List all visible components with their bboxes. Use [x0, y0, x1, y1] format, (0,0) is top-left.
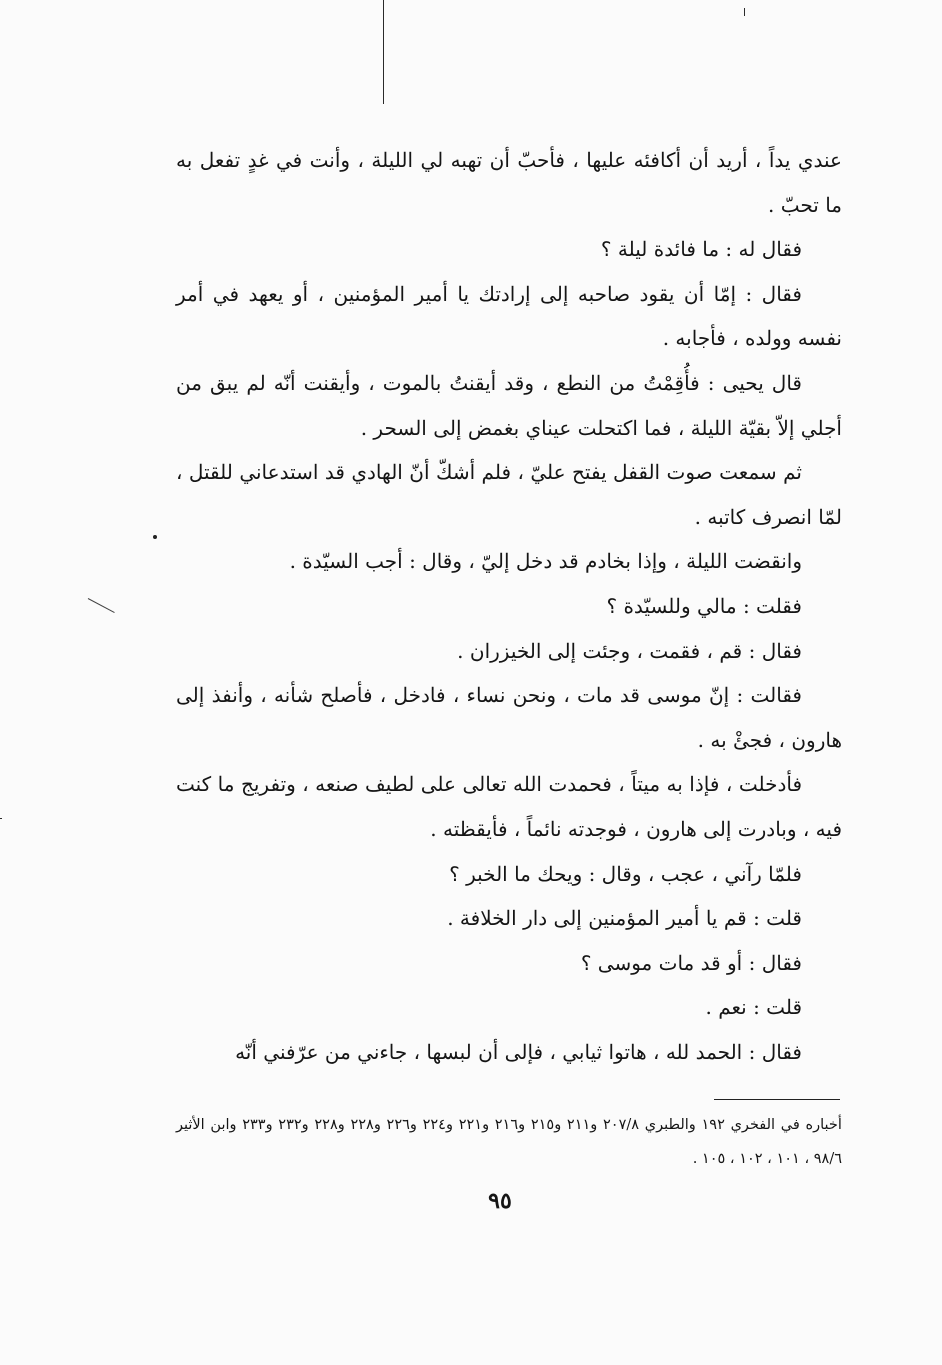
paragraph: فقال : إمّا أن يقود صاحبه إلى إرادتك يا أمير المؤمنين ، أو يعهد في أمر نفسه وولده ، فأجابه .: [176, 281, 842, 351]
paragraph: فلمّا رآني ، عجب ، وقال : ويحك ما الخبر ؟: [449, 861, 802, 886]
paragraph: فأدخلت ، فإذا به ميتاً ، فحمدت الله تعالى على لطيف صنعه ، وتفريج ما كنت فيه ، وبادرت إلى هارون ، فوجدته نائماً ، فأيقظته .: [176, 772, 842, 841]
paragraph: قلت : قم يا أمير المؤمنين إلى دار الخلافة .: [447, 906, 802, 931]
paragraph: فقالت : إنّ موسى قد مات ، ونحن نساء ، فادخل ، فأصلح شأنه ، وأنفذ إلى هارون ، فجئْ به .: [176, 683, 842, 752]
paragraph: فقلت : مالي وللسيّدة ؟: [606, 593, 802, 618]
paragraph: وانقضت الليلة ، وإذا بخادم قد دخل إليّ ، وقال : أجب السيّدة .: [289, 549, 802, 574]
paragraph: فقال : قم ، فقمت ، وجئت إلى الخيزران .: [457, 638, 802, 663]
scan-stroke: [88, 598, 115, 613]
main-text: [176, 138, 842, 1074]
scan-tick-top: [744, 8, 745, 16]
paragraph: قلت : نعم .: [705, 995, 802, 1020]
scan-line-top: [383, 0, 384, 104]
paragraph: فقال : الحمد لله ، هاتوا ثيابي ، فإلى أن لبسها ، جاءني من عرّفني أنّه: [235, 1039, 802, 1064]
paragraph: فقال : أو قد مات موسى ؟: [580, 950, 802, 975]
ink-speck: [153, 535, 157, 539]
footnote-divider: [714, 1099, 840, 1100]
paragraph: قال يحيى : فأُقِمْتُ من النطع ، وقد أيقنتُ بالموت ، وأيقنت أنّه لم يبق من أجلي إلاّ بقيّة الليلة ، فما اكتحلت عيناي بغمض إلى السحر .: [176, 370, 842, 440]
paragraph: ثم سمعت صوت القفل يفتح عليّ ، فلم أشكّ أنّ الهادي قد استدعاني للقتل ، لمّا انصرف كاتبه .: [176, 460, 842, 529]
page-number: ٩٥: [488, 1188, 512, 1214]
footnote: أخباره في الفخري ١٩٢ والطبري ٢٠٧/٨ و٢١١ و٢١٥ و٢١٦ و٢٢١ و٢٢٤ و٢٢٦ و٢٢٨ و٢٢٨ و٢٣٢ و٢٣٣ وابن الأثير ٩٨/٦ ، ١٠١ ، ١٠٢ ، ١٠٥ .: [176, 1117, 842, 1167]
edge-mark-left: [0, 818, 2, 819]
paragraph: عندي يداً ، أريد أن أكافئه عليها ، فأحبّ أن تهبه لي الليلة ، وأنت في غدٍ تفعل به ما تحبّ .: [176, 148, 842, 217]
paragraph: فقال له : ما فائدة ليلة ؟: [600, 237, 802, 262]
